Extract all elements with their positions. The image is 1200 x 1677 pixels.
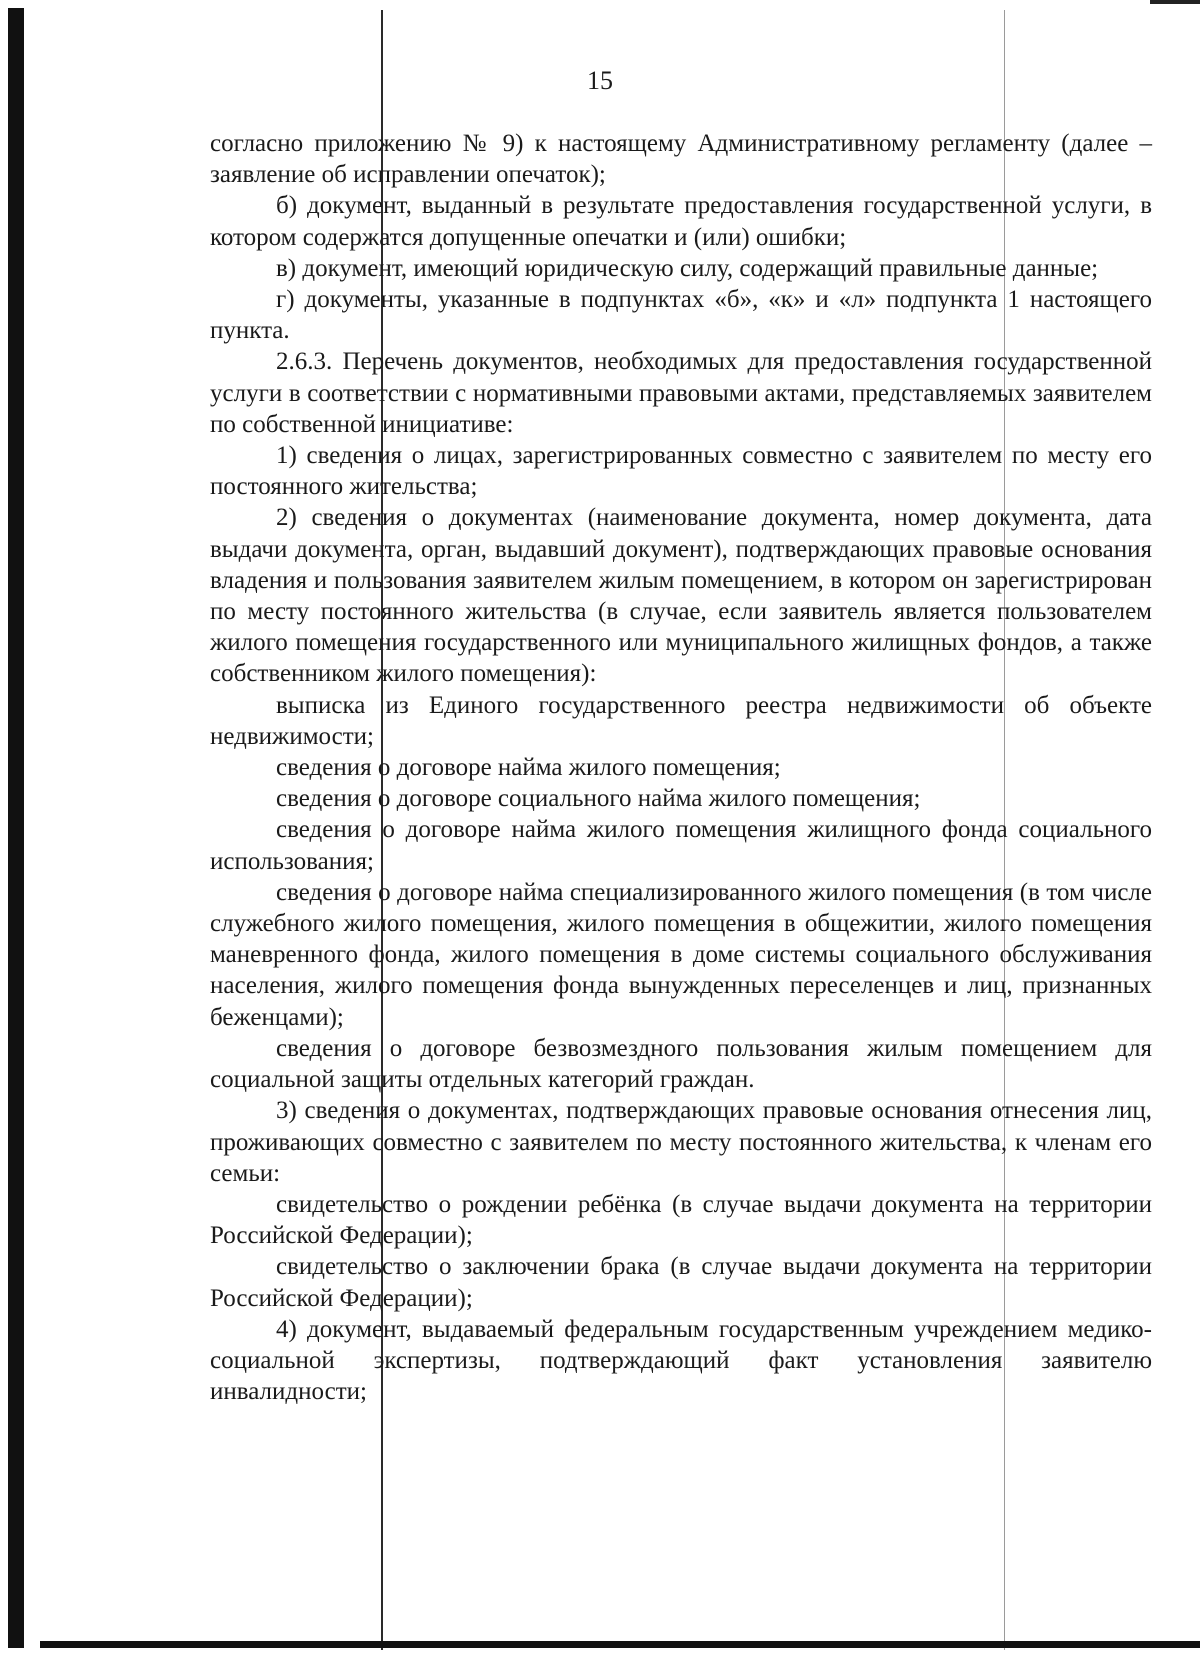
paragraph: свидетельство о заключении брака (в случае выдачи документа на территории Российской Федерации); [210,1253,1152,1312]
document-body [210,128,1152,1407]
paragraph: 1) сведения о лицах, зарегистрированных совместно с заявителем по месту его постоянного жительства; [210,442,1152,501]
paragraph: 2.6.3. Перечень документов, необходимых для предоставления государственной услуги в соответствии с нормативными правовыми актами, представляемых заявителем по собственной инициативе: [210,348,1152,438]
paragraph: 2) сведения о документах (наименование документа, номер документа, дата выдачи документа, орган, выдавший документ), подтверждающих правовые основания владения и пользования заявителем жилым помещением, в котором он зарегистрирован по месту постоянного жительства (в случае, если заявитель является пользователем жилого помещения государственного или муниципального жилищных фондов, а также собственником жилого помещения): [210,504,1152,688]
paragraph: б) документ, выданный в результате предоставления государственной услуги, в котором содержатся допущенные опечатки и (или) ошибки; [210,192,1152,251]
paragraph: сведения о договоре найма жилого помещения; [276,754,781,782]
paragraph: сведения о договоре найма жилого помещения жилищного фонда социального использования; [210,816,1152,875]
paragraph: свидетельство о рождении ребёнка (в случае выдачи документа на территории Российской Федерации); [210,1190,1152,1250]
paragraph: г) документы, указанные в подпунктах «б», «к» и «л» подпункта 1 настоящего пункта. [210,286,1152,345]
paragraph: сведения о договоре безвозмездного пользования жилым помещением для социальной защиты отдельных категорий граждан. [210,1034,1152,1094]
paragraph: 4) документ, выдаваемый федеральным государственным учреждением медико-социальной экспертизы, подтверждающий факт установления заявителю инвалидности; [210,1315,1152,1406]
paragraph: 3) сведения о документах, подтверждающих правовые основания отнесения лиц, проживающих совместно с заявителем по месту постоянного жительства, к членам его семьи: [210,1097,1152,1187]
scan-edge-bottom [40,1641,1200,1648]
paragraph: согласно приложению № 9) к настоящему Административному регламенту (далее – заявление об исправлении опечаток); [210,130,1152,189]
paragraph: сведения о договоре найма специализированного жилого помещения (в том числе служебного жилого помещения, жилого помещения в общежитии, жилого помещения маневренного фонда, жилого помещения в доме системы социального обслуживания населения, жилого помещения фонда вынужденных переселенцев и лиц, признанных беженцами); [210,878,1152,1031]
paragraph: сведения о договоре социального найма жилого помещения; [276,785,921,813]
paragraph: в) документ, имеющий юридическую силу, содержащий правильные данные; [276,254,1099,282]
paragraph: выписка из Единого государственного реестра недвижимости об объекте недвижимости; [210,691,1152,750]
page-number: 15 [587,66,613,95]
scan-artifact-top [1150,0,1200,4]
scan-edge-left [8,8,24,1648]
